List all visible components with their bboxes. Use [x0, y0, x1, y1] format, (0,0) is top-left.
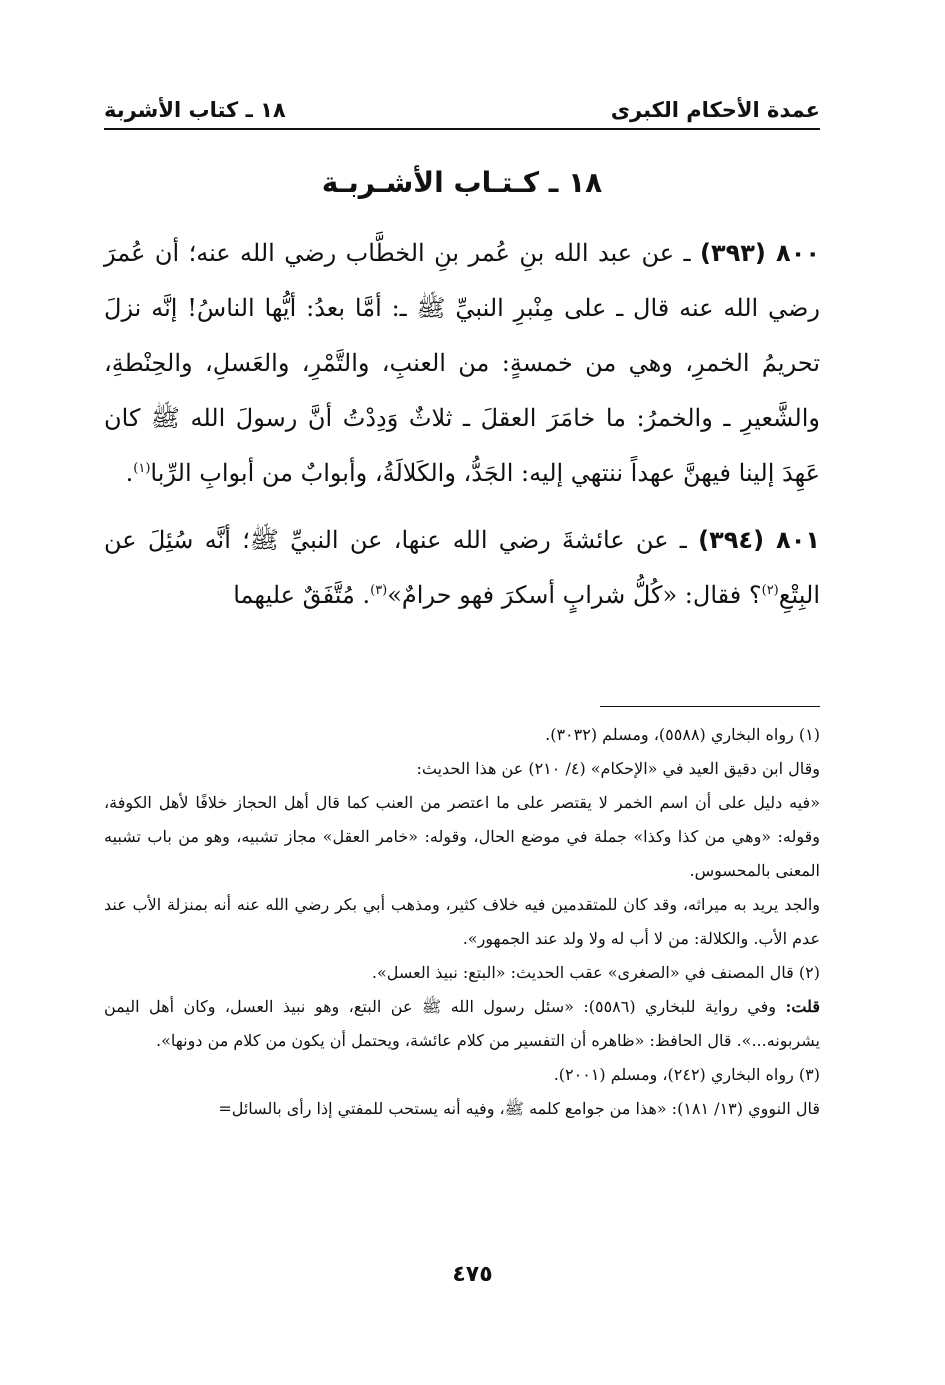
footnote-1-comment: وقال ابن دقيق العيد في «الإحكام» (٤/ ٢١٠) عن هذا الحديث: [416, 759, 820, 778]
header-rule [104, 128, 820, 130]
main-text [104, 226, 820, 635]
footnote-separator [600, 706, 820, 707]
footnote-3-comment: قال النووي (١٣/ ١٨١): «هذا من جوامع كلمه ﷺ، وفيه أنه يستحب للمفتي إذا رأى بالسائل= [218, 1099, 820, 1118]
footnote-1: (١) رواه البخاري (٥٥٨٨)، ومسلم (٣٠٣٢). [545, 725, 820, 744]
footnote-lead: قلت: [785, 997, 820, 1016]
footnotes [104, 718, 820, 1126]
footnote-ref[interactable]: (٣) [370, 583, 388, 598]
footnote-2-comment [104, 990, 820, 1058]
hadith-text: . مُتَّفَقٌ عليهما [233, 581, 371, 609]
footnote-3: (٣) رواه البخاري (٢٤٢)، ومسلم (٢٠٠١). [553, 1065, 820, 1084]
footnote-1-quote-cont: والجد يريد به ميراثه، وقد كان للمتقدمين فيه خلاف كثير، ومذهب أبي بكر رضي الله عنه أنه بمنزلة الأب عند عدم الأب. والكلالة: من لا أب له ولا ولد عند الجمهور». [104, 895, 820, 948]
book-title: عمدة الأحكام الكبرى [610, 98, 820, 122]
hadith-800 [104, 226, 820, 501]
chapter-title: ١٨ ـ كـتـاب الأشـربـة [321, 166, 603, 199]
running-header [104, 94, 820, 126]
hadith-text: ـ عن عائشةَ رضي الله عنها، عن النبيِّ ﷺ؛ أنَّه سُئِلَ عن البِتْعِ [104, 526, 820, 609]
hadith-tail: . [125, 459, 134, 487]
footnote-ref[interactable]: (٢) [761, 583, 779, 598]
chapter-running-title: ١٨ ـ كتاب الأشربة [104, 98, 286, 122]
hadith-text: ـ عن عبد الله بنِ عُمر بنِ الخطَّاب رضي الله عنه؛ أن عُمرَ رضي الله عنه قال ـ على مِنْبرِ النبيِّ ﷺ ـ: أمَّا بعدُ: أيُّها الناسُ! إنَّه نزلَ تحريمُ الخمرِ، وهي من خمسةٍ: من العنبِ، والتَّمْرِ، والعَسلِ، والحِنْطةِ، والشَّعيرِ ـ والخمرُ: ما خامَرَ العقلَ ـ ثلاثٌ وَدِدْتُ أنَّ رسولَ الله ﷺ كان عَهِدَ إلينا فيهنَّ عهداً ننتهي إليه: الجَدُّ، والكَلالَةُ، وأبوابٌ من أبوابِ الرِّبا [104, 239, 820, 487]
footnote-2: (٢) قال المصنف في «الصغرى» عقب الحديث: «البتع: نبيذ العسل». [371, 963, 820, 982]
footnote-1-quote: «فيه دليل على أن اسم الخمر لا يقتصر على ما اعتصر من العنب كما قال أهل الحجاز خلافًا لأهل الكوفة، وقوله: «وهي من كذا وكذا» جملة في موضع الحال، وقوله: «خامر العقل» مجاز تشبيه، وهو من باب تشبيه المعنى بالمحسوس. [104, 793, 820, 880]
hadith-text: ؟ فقال: «كُلُّ شرابٍ أسكرَ فهو حرامٌ» [387, 581, 762, 609]
hadith-801 [104, 513, 820, 623]
footnote-2-comment-text: وفي رواية للبخاري (٥٥٨٦): «سئل رسول الله ﷺ عن البتع، وهو نبيذ العسل، وكان أهل اليمن يشربونه...». قال الحافظ: «ظاهره أن التفسير من كلام عائشة، ويحتمل أن يكون من كلام من دونها». [104, 997, 820, 1050]
page-number: ٤٧٥ [452, 1262, 493, 1287]
hadith-number: ٨٠٠ (٣٩٣) [700, 239, 820, 267]
hadith-number: ٨٠١ (٣٩٤) [698, 526, 820, 554]
footnote-ref[interactable]: (١) [133, 461, 151, 476]
